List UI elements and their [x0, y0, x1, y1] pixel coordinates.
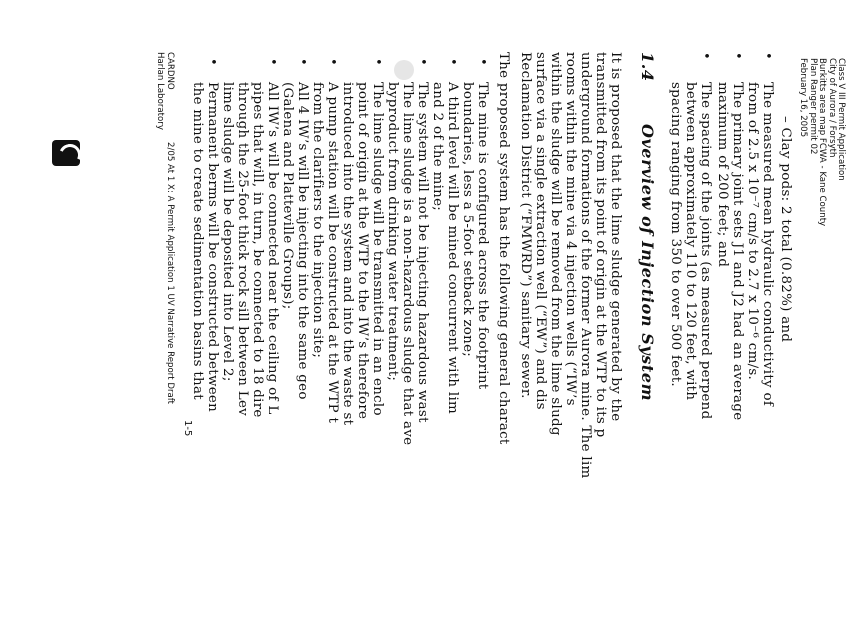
- bullet-line: boundaries, less a 5-foot setback zone;: [460, 82, 475, 358]
- paragraph-line: rooms within the mine via 4 injection wells (“IW’s: [563, 52, 578, 406]
- bullet-line: The lime sludge is a non-hazardous sludge that ave: [400, 82, 415, 446]
- footer-lab: Harlan Laboratory: [155, 52, 165, 130]
- bullet-line: maximum of 200 feet; and: [715, 82, 730, 268]
- page-number: 1-5: [182, 420, 193, 437]
- bullet-line: A third level will be mined concurrent with lim: [445, 82, 460, 415]
- bullet-line: The measured mean hydraulic conductivity of: [760, 82, 775, 407]
- bullet-line: from the clarifiers to the injection site;: [310, 82, 325, 359]
- section-number: 1.4: [638, 52, 657, 82]
- bullet-icon: •: [730, 52, 745, 60]
- bullet-line: from of 2.5 x 10⁻⁷ cm/s to 2.7 x 10⁻⁶ cm/s.: [745, 82, 760, 381]
- paragraph-line: within the sludge will be removed from the lime sludg: [548, 52, 563, 436]
- bullet-line: byproduct from drinking water treatment;: [385, 82, 400, 382]
- bullet-line: introduced into the system and into the waste st: [340, 82, 355, 426]
- bullet-icon: •: [760, 52, 775, 60]
- footer-reference: 2/05 At 1 X: A Permit Application 1 UV Narrative Report Draft: [165, 142, 175, 405]
- bullet-line: A pump station will be constructed at the WTP t: [325, 82, 340, 424]
- header-line: Class V III Permit Application: [836, 58, 846, 181]
- bullet-line: the mine to create sedimentation basins that: [190, 82, 205, 400]
- bullet-icon: •: [445, 58, 460, 66]
- section-title: Overview of Injection System: [638, 124, 657, 402]
- clay-pods-line: – Clay pods: 2 total (0.82%) and: [778, 116, 793, 343]
- bullet-line: (Galena and Platteville Groups);: [280, 82, 295, 310]
- bullet-line: The primary joint sets J1 and J2 had an average: [730, 82, 745, 421]
- bullet-icon: •: [265, 58, 280, 66]
- paragraph-line: surface via a single extraction well (“EW”) and dis: [533, 52, 548, 410]
- bullet-line: The mine is configured across the footprint: [475, 82, 490, 390]
- bullet-icon: •: [475, 58, 490, 66]
- footer-company: CARDNO: [165, 52, 175, 90]
- bullet-line: and 2 of the mine;: [430, 82, 445, 212]
- paragraph-line: underground formations of the former Aurora mine. The lim: [578, 52, 593, 479]
- bullet-icon: •: [205, 58, 220, 66]
- bullet-line: lime sludge will be deposited into Level 2;: [220, 82, 235, 382]
- bullet-line: All IW’s will be connected near the ceiling of L: [265, 82, 280, 415]
- binder-hole-dark: [52, 140, 80, 166]
- header-line: February 16, 2005: [798, 58, 809, 138]
- document-header: [798, 58, 845, 358]
- bullet-icon: •: [295, 58, 310, 66]
- bullet-line: The lime sludge will be transmitted in an enclo: [370, 82, 385, 416]
- bullet-line: The spacing of the joints (as measured perpend: [698, 82, 713, 420]
- bullet-line: spacing ranging from 350 to over 500 feet.: [668, 82, 683, 387]
- paragraph-line: transmitted from its point of origin at the WTP to its p: [593, 52, 608, 438]
- paragraph-line: Reclamation District (“FMWRD”) sanitary sewer.: [518, 52, 533, 399]
- bullet-line: All 4 IW’s will be injecting into the same geo: [295, 82, 310, 400]
- bullet-line: between approximately 110 to 120 feet, with: [683, 82, 698, 401]
- bullet-icon: •: [325, 58, 340, 66]
- header-line: City of Aurora / Forsyth: [826, 58, 837, 158]
- bullet-icon: •: [415, 58, 430, 66]
- bullet-line: The system will not be injecting hazardous wast: [415, 82, 430, 423]
- paragraph-line: It is proposed that the lime sludge generated by the: [608, 52, 623, 422]
- bullet-line: through the 25-foot thick rock sill between Lev: [235, 82, 250, 417]
- intro-line: The proposed system has the following general charact: [496, 52, 511, 445]
- header-line: Plan Ranger permit 02: [807, 58, 818, 155]
- header-line: Burkitts area map FCWA - Kane County: [817, 58, 828, 227]
- bullet-line: Permanent berms will be constructed between: [205, 82, 220, 413]
- bullet-icon: •: [370, 58, 385, 66]
- bullet-line: pipes that will, in turn, be connected to 18 dire: [250, 82, 265, 418]
- bullet-icon: •: [698, 52, 713, 60]
- rotated-document-page: [145, 52, 845, 612]
- bullet-line: point of origin at the WTP to the IW’s therefore: [355, 82, 370, 420]
